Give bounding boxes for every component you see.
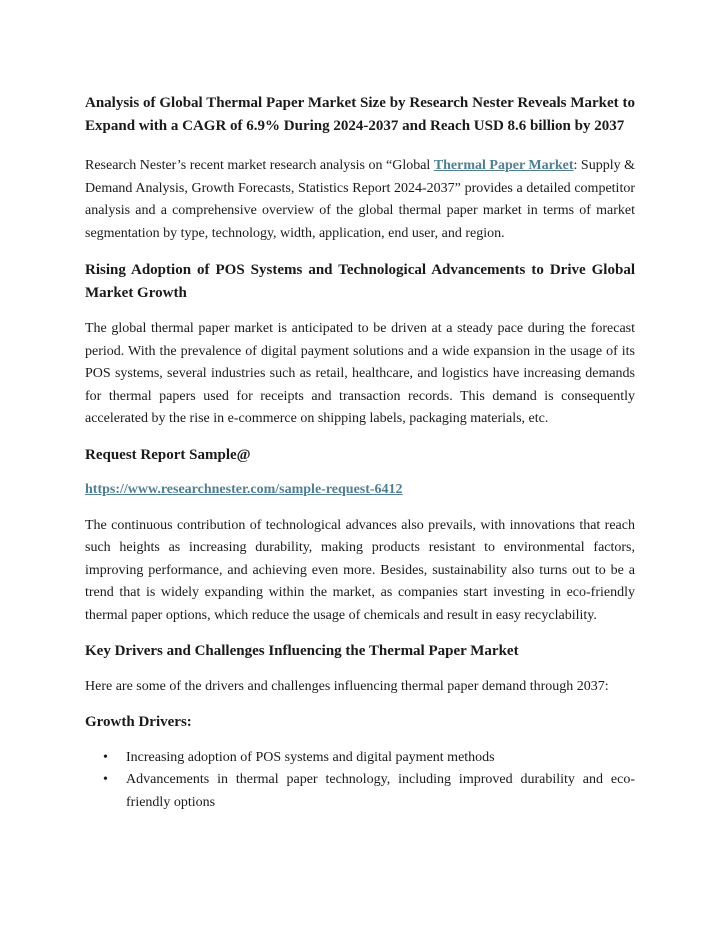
section2-paragraph: The continuous contribution of technological advances also prevails, with innovations that reach such heights as increasing durability, making products resistant to environmental factors, improving performance, and achieving even more. Besides, sustainability also turns out to be a trend that is widely expanding within the market, as companies start investing in eco-friendly thermal paper options, which reduce the usage of chemicals and result in easy recyclability. [85, 517, 635, 623]
sample-request-link[interactable]: https://www.researchnester.com/sample-request-6412 [85, 482, 403, 497]
list-item [85, 769, 635, 814]
intro-before-link: Research Nester’s recent market research analysis on “Global [85, 158, 434, 173]
list-item-text: Increasing adoption of POS systems and digital payment methods [126, 749, 495, 765]
growth-drivers-heading: Growth Drivers: [85, 714, 192, 730]
section3-heading: Key Drivers and Challenges Influencing the Thermal Paper Market [85, 643, 519, 659]
list-item-text: Advancements in thermal paper technology, including improved durability and eco-friendly options [126, 772, 635, 810]
intro-paragraph [85, 155, 635, 245]
section1-paragraph: The global thermal paper market is anticipated to be driven at a steady pace during the forecast period. With the prevalence of digital payment solutions and a wide expansion in the usage of its POS systems, several industries such as retail, healthcare, and logistics have increasing demands for thermal papers used for receipts and transaction records. This demand is consequently accelerated by the rise in e-commerce on shipping labels, packaging materials, etc. [85, 321, 635, 426]
request-sample-heading: Request Report Sample@ [85, 446, 251, 463]
bullet-icon: • [103, 749, 108, 765]
document-content [85, 92, 635, 814]
section1-heading: Rising Adoption of POS Systems and Technological Advancements to Drive Global Market Growth [85, 262, 635, 301]
intro-after-link: : Supply & Demand Analysis, Growth Forecasts, Statistics Report 2024-2037” provides a detailed competitor analysis and a comprehensive overview of the global thermal paper market in terms of market segmentation by type, technology, width, application, end user, and region. [85, 158, 635, 241]
thermal-paper-market-link[interactable]: Thermal Paper Market [433, 158, 574, 173]
bullet-icon: • [103, 772, 108, 787]
document-title: Analysis of Global Thermal Paper Market Size by Research Nester Reveals Market to Expand with a CAGR of 6.9% During 2024-2037 and Reach USD 8.6 billion by 2037 [85, 95, 635, 134]
section3-paragraph: Here are some of the drivers and challenges influencing thermal paper demand through 2037: [85, 678, 609, 694]
growth-drivers-list [85, 747, 635, 815]
list-item [85, 747, 635, 770]
